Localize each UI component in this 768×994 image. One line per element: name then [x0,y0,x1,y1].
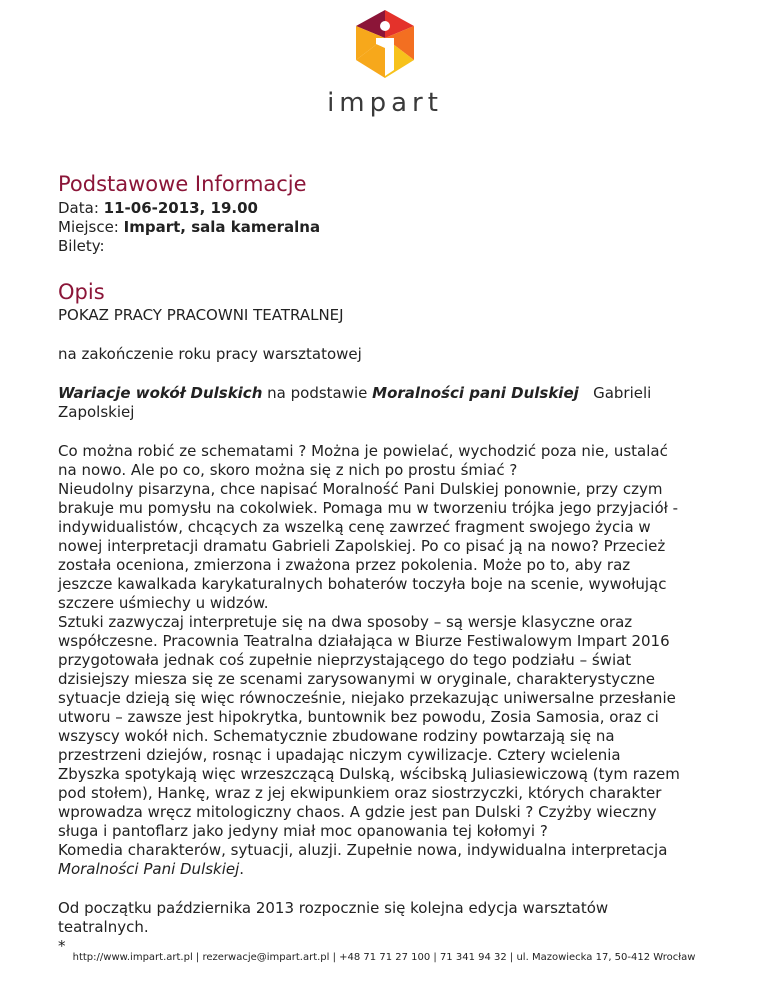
closing-line-2: teatralnych. [58,918,149,936]
body-line: współczesne. Pracownia Teatralna działająca w Biurze Festiwalowym Impart 2016 [58,632,670,650]
body-line: sługa i pantoflarz jako jedyny miał moc opanowania tej kołomyi ? [58,822,548,840]
body-line: utworu – zawsze jest hipokrytka, buntownik bez powodu, Zosia Samosia, oraz ci [58,708,659,726]
content [58,170,718,956]
section-title-description: Opis [58,280,105,304]
body-line: na nowo. Ale po co, skoro można się z nich po prostu śmiać ? [58,461,518,479]
description-line-2: na zakończenie roku pracy warsztatowej [58,345,362,363]
body-line: pod stołem), Hankę, wraz z jej ekwipunkiem oraz siostrzyczki, których charakter [58,784,662,802]
logo-text: impart [327,88,443,118]
body-line: wszyscy wokół nich. Schematycznie zbudowane rodziny powtarzają się na [58,727,615,745]
body-line: dzisiejszy miesza się ze scenami zarysowanymi w oryginale, charakterystyczne [58,670,655,688]
description-body [58,442,718,860]
body-line: wprowadza wręcz mitologiczny chaos. A gdzie jest pan Dulski ? Czyżby wieczny [58,803,657,821]
date-row [58,199,718,218]
logo-mark-icon [352,8,418,80]
body-line: Nieudolny pisarzyna, chce napisać Moralność Pani Dulskiej ponownie, przy czym [58,480,663,498]
body-line: Zbyszka spotykają więc wrzeszczącą Dulską, wścibską Juliasiewiczową (tym razem [58,765,680,783]
tickets-label: Bilety: [58,237,105,255]
italic-end: . [239,860,245,878]
body-line: indywidualistów, chcących za wszelką cenę zawrzeć fragment swojego życia w [58,518,651,536]
italic-line [58,860,718,879]
play-title-mid: na podstawie [262,384,373,402]
body-line: brakuje mu pomysłu na cokolwiek. Pomaga mu w tworzeniu trójka jego przyjaciół - [58,499,679,517]
footer-contact: http://www.impart.art.pl | rezerwacje@impart.art.pl | +48 71 71 27 100 | 71 341 94 32 | ul. Mazowiecka 17, 50-412 Wrocław [72,952,696,963]
impart-logo [325,8,445,118]
play-title [58,384,718,422]
tickets-row [58,237,718,256]
closing-line-1: Od początku października 2013 rozpocznie się kolejna edycja warsztatów [58,899,609,917]
body-line: Komedia charakterów, sytuacji, aluzji. Zupełnie nowa, indywidualna interpretacja [58,841,668,859]
body-line: Co można robić ze schematami ? Można je powielać, wychodzić poza nie, ustalać [58,442,668,460]
body-line: została oceniona, zmierzona i zważona przez pokolenia. Może po to, aby raz [58,556,631,574]
body-line: Sztuki zazwyczaj interpretuje się na dwa sposoby – są wersje klasyczne oraz [58,613,633,631]
body-line: szczere uśmiechy u widzów. [58,594,269,612]
body-line: nowej interpretacji dramatu Gabrieli Zapolskiej. Po co pisać ją na nowo? Przecież [58,537,666,555]
body-line: sytuacje dzieją się więc równocześnie, niejako przekazując uniwersalne przesłanie [58,689,676,707]
description-line-1: POKAZ PRACY PRACOWNI TEATRALNEJ [58,306,344,324]
play-title-bold: Wariacje wokół Dulskich [58,384,263,402]
date-value: 11-06-2013, 19.00 [103,199,258,217]
asterisk: * [58,937,66,955]
italic-title: Moralności Pani Dulskiej [58,860,240,878]
place-label: Miejsce: [58,218,119,236]
body-line: jeszcze kawalkada karykaturalnych bohaterów toczyła boje na scenie, wywołując [58,575,667,593]
date-label: Data: [58,199,99,217]
play-source-bold: Moralności pani Dulskiej [372,384,579,402]
body-line: przygotowała jednak coś zupełnie nieprzystającego do tego podziału – świat [58,651,632,669]
body-line: przestrzeni dziejów, rosnąc i upadając niczym cywilizacje. Cztery wcielenia [58,746,621,764]
place-value: Impart, sala kameralna [123,218,321,236]
section-title-basic-info: Podstawowe Informacje [58,172,307,196]
play-author: Gabrieli Zapolskiej [58,384,657,421]
place-row [58,218,718,237]
